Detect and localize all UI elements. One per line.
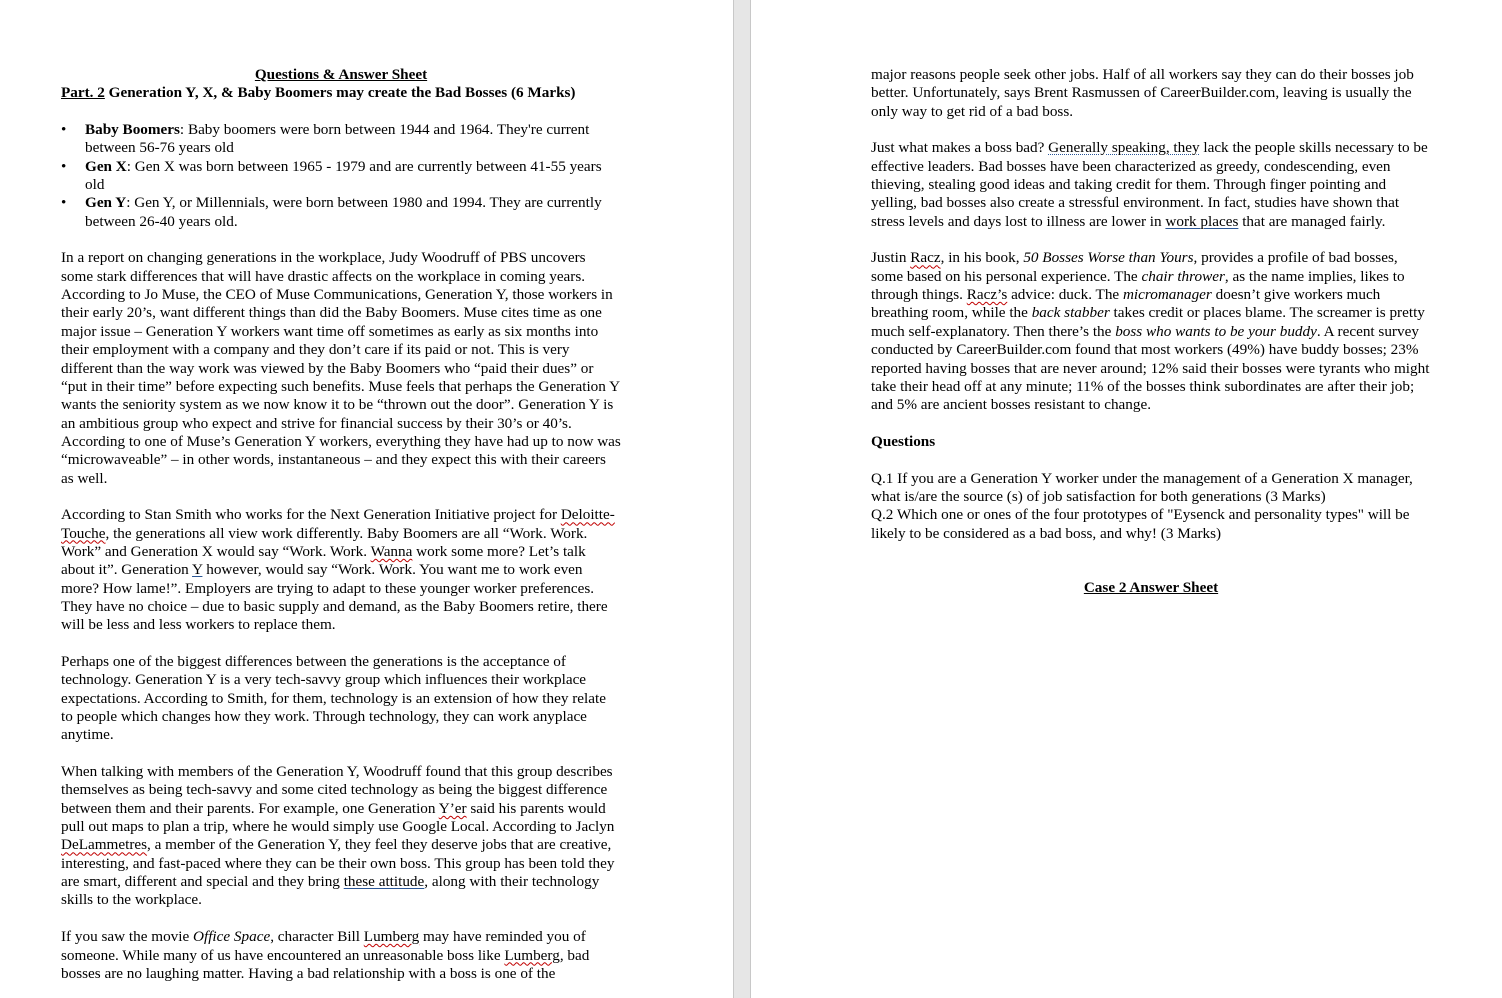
text-run: , a member of the Generation Y, they feel they deserve jobs that are creative, interesting, and fast-paced where they can be their own boss. This group has been told they are smart, different and special and they bring (61, 836, 615, 891)
italic-title: Office Space (193, 928, 271, 946)
paragraph-office-space (61, 928, 621, 983)
text-run: may have reminded you of someone. While many of us have encountered an unreasonable boss like (61, 928, 586, 964)
text-run: . A recent survey conducted by CareerBuilder.com found that most workers (49%) have buddy bosses; 23% reported having bosses that are never around; 12% said their bosses were tyrants who might take their head off at any minute; 11% of the bosses think subordinates are after their job; and 5% are ancient bosses resistant to change. (871, 322, 1430, 414)
page-left-content (61, 66, 621, 998)
text-run: If you saw the movie (61, 928, 194, 946)
paragraph-boss-bad (871, 139, 1431, 231)
text-run: , in his book, (940, 249, 1024, 267)
grammar-flag[interactable]: work places (1165, 212, 1239, 230)
spelling-flag[interactable]: Wanna (370, 542, 413, 560)
document-page-left (0, 0, 733, 998)
text-run: lack the people skills necessary to be effective leaders. Bad bosses have been characterized as greedy, condescending, even thieving, stealing good ideas and taking credit for them. Through finger pointing and yelling, bad bosses also create a stressful environment. In fact, studies have shown that stress levels and days lost to illness are lower in (871, 139, 1428, 230)
page-right-content (871, 66, 1431, 597)
bullet-term: Gen Y (85, 194, 127, 212)
text-run: however, would say “Work. Work. You want me to work even more? How lame!”. Employers are trying to adapt to these younger worker preferences. They have no choice – due to basic supply and demand, as the Baby Boomers retire, there will be less and less workers to replace them. (61, 561, 608, 634)
paragraph-generation-y (61, 763, 621, 910)
grammar-flag[interactable]: Generally speaking, they (1048, 139, 1200, 157)
italic-title: 50 Bosses Worse than Yours (1023, 249, 1194, 267)
case-answer-heading: Case 2 Answer Sheet (1083, 578, 1219, 596)
list-item (61, 121, 621, 158)
bullet-text: : Gen X was born between 1965 - 1979 and are currently between 41-55 years old (85, 157, 602, 194)
text-run: , along with their technology skills to the workplace. (61, 873, 600, 909)
text-run: said his parents would pull out maps to plan a trip, where he would simply use Google Local. According to Jaclyn (61, 799, 615, 836)
page-gutter (733, 0, 751, 998)
part-label: Part. 2 (61, 84, 105, 102)
sheet-title: Questions & Answer Sheet (254, 66, 428, 83)
italic-term: back stabber (1031, 304, 1110, 322)
question-2: Q.2 Which one or ones of the four prototypes of "Eysenck and personality types" will be likely to be considered as a bad boss, and why! (3 Marks) (871, 506, 1410, 542)
spelling-flag[interactable]: Deloitte-Touche (61, 506, 615, 542)
paragraph-technology: Perhaps one of the biggest differences between the generations is the acceptance of technology. Generation Y is a very tech-savvy group which influences their workplace expectations. According to Smith, for them, technology is an extension of how they relate to people which changes how they work. Through technology, they can work anyplace anytime. (61, 653, 606, 744)
paragraph-major-reasons: major reasons people seek other jobs. Half of all workers say they can do their bosses job better. Unfortunately, says Brent Rasmussen of CareerBuilder.com, leaving is usually the only way to get rid of a bad boss. (871, 66, 1414, 120)
bullet-text: : Baby boomers were born between 1944 and 1964. They're current between 56-76 years old (85, 121, 590, 157)
spelling-flag[interactable]: Lumberg (504, 946, 560, 964)
grammar-flag[interactable]: these attitude (343, 873, 425, 891)
generation-bullet-list (61, 121, 621, 231)
italic-term: micromanager (1122, 286, 1212, 304)
text-run: According to Stan Smith who works for the Next Generation Initiative project for (61, 506, 561, 524)
spelling-flag[interactable]: Y’er (438, 799, 467, 817)
text-run: When talking with members of the Generation Y, Woodruff found that this group describes themselves as being tech-savvy and some cited technology as being the biggest difference between them and their parents. For example, one Generation (61, 763, 613, 817)
text-run: work some more? Let’s talk about it”. Generation (61, 542, 586, 579)
text-run: takes credit or places blame. The screamer is pretty much self-explanatory. Then there’s the (871, 304, 1425, 340)
text-run: , bad bosses are no laughing matter. Having a bad relationship with a boss is one of the (61, 946, 590, 982)
spelling-flag[interactable]: Lumberg (363, 928, 420, 946)
italic-term: boss who wants to be your buddy (1115, 322, 1317, 340)
part-title: Generation Y, X, & Baby Boomers may create the Bad Bosses (6 Marks) (104, 84, 576, 102)
spelling-flag[interactable]: DeLammetres (61, 836, 148, 854)
part-heading (61, 84, 621, 102)
list-item (61, 158, 621, 195)
text-run: advice: duck. The (1007, 286, 1123, 304)
italic-term: chair thrower (1141, 267, 1225, 285)
grammar-flag[interactable]: Y (192, 561, 203, 579)
questions-heading: Questions (871, 432, 936, 450)
bullet-term: Gen X (85, 157, 127, 175)
paragraph-woodruff-report: In a report on changing generations in the workplace, Judy Woodruff of PBS uncovers some stark differences that will have drastic affects on the workplace in coming years. According to Jo Muse, the CEO of Muse Communications, Generation Y, those workers in their early 20’s, want different things than did the Baby Boomers. Muse cites time as one major issue – Generation Y workers want time off sometimes as early as six months into their employment with a company and they don’t care if its paid or not. This is very different than the way work was viewed by the Baby Boomers who “paid their dues” or “put in their time” before expecting such benefits. Muse feels that perhaps the Generation Y wants the seniority system as we now know it to be “thrown out the door”. Generation Y is an ambitious group who expect and strive for financial success by their 30’s or 40’s. According to one of Muse’s Generation Y workers, everything they have had up to now was “microwaveable” – in other words, instantaneous – and they expect this with their careers as well. (61, 249, 621, 487)
question-1: Q.1 If you are a Generation Y worker under the management of a Generation X manager, what is/are the source (s) of job satisfaction for both generations (3 Marks) (871, 469, 1413, 505)
spelling-flag[interactable]: Racz (910, 249, 941, 267)
document-page-right (751, 0, 1502, 998)
text-run: doesn’t give workers much breathing room, while the (871, 286, 1381, 322)
list-item (61, 194, 621, 231)
text-run: , as the name implies, likes to through things. (871, 267, 1405, 304)
text-run: , provides a profile of bad bosses, some based on his personal experience. The (871, 249, 1398, 285)
bullet-term: Baby Boomers (85, 121, 180, 139)
spelling-flag[interactable]: Racz’s (966, 286, 1008, 304)
text-run: , character Bill (270, 928, 364, 946)
text-run: that are managed fairly. (1238, 212, 1386, 230)
text-run: , the generations all view work differently. Baby Boomers are all “Work. Work. Work” and Generation X would say “Work. Work. (61, 524, 588, 560)
bullet-text: : Gen Y, or Millennials, were born between 1980 and 1994. They are currently between 26-40 years old. (85, 194, 602, 230)
paragraph-stan-smith (61, 506, 621, 634)
paragraph-racz (871, 249, 1431, 414)
text-run: Just what makes a boss bad? (871, 139, 1049, 157)
text-run: Justin (871, 249, 911, 267)
